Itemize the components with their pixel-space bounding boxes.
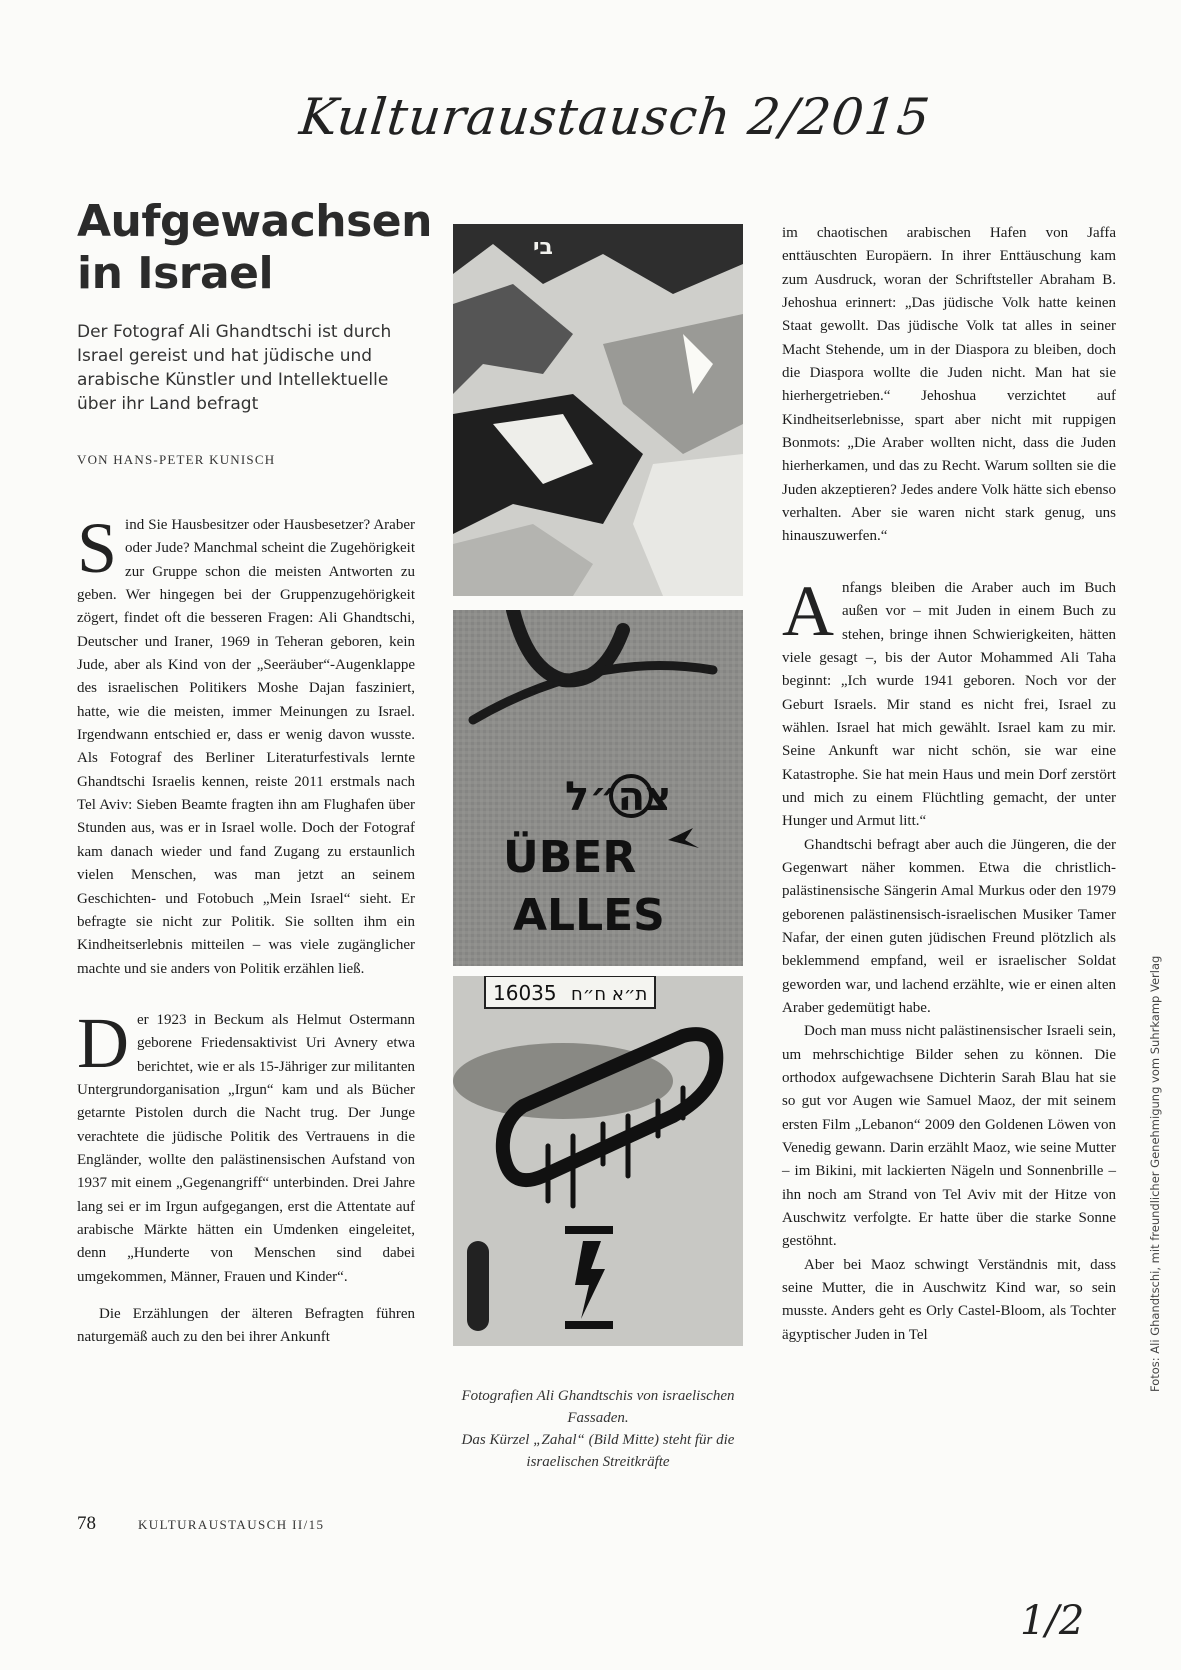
article-byline: VON HANS-PETER KUNISCH (77, 452, 276, 467)
graffiti-text-line1: ÜBER (503, 832, 637, 883)
paragraph: Ghandtschi befragt aber auch die Jüngeren, die der Gegenwart näher kommen. Etwa die christlich-palästinensische Sängerin Amal Murkus oder den 1979 geborenen palästinensisch-israelischen Musiker Tamer Nafar, der einen guten jüdischen Freund plötzlich als beklemmend empfand, weil er israelischer Soldat geworden war, und lachend erzählte, wie er einen alten Araber gedemütigt habe. (782, 836, 1116, 1016)
caption-line2: Das Kürzel „Zahal“ (Bild Mitte) steht für die israelischen Streitkräfte (461, 1432, 735, 1470)
drop-cap: S (77, 508, 118, 588)
paragraph: Aber bei Maoz schwingt Verständnis mit, dass seine Mutter, die in Auschwitz Kind war, so sein musste. Anders geht es Orly Castel-Bloom, als Tochter ägyptischer Juden in Tel (782, 1256, 1116, 1343)
photo-column (453, 224, 743, 1346)
left-text-column (77, 508, 415, 1350)
paragraph-text: er 1923 in Beckum als Helmut Ostermann geborene Friedensaktivist Uri Avnery etwa berichtet, wie er als 15-Jähriger zur militanten Untergrundorganisation „Irgun“ kam und als Bücher getarnte Pistolen durch die Nacht trug. Der Junge verachtete die jüdische Politik des Vertrauens in die Engländer, wollte den palästinensischen Aufstand von 1937 mit einem „Gegenangriff“ unterbinden. Drei Jahre lang sei er im Irgun aufgegangen, erst die Attentate auf arabische Märkte hätten ein Umdenken eingeleitet, denn „Hunderte von Menschen sind dabei umgekommen, Männer, Frauen und Kinder“. (77, 1011, 415, 1285)
paragraph: Doch man muss nicht palästinensischer Israeli sein, um mehrschichtige Bilder sehen zu können. Die orthodox aufgewachsene Dichterin Sarah Blau hat sie so gut vor Augen wie Samuel Maoz, der mit seinem ersten Film „Lebanon“ 2009 den Goldenen Löwen von Venedig gewann. Darin erzählt Maoz, wie seine Mutter – im Bikini, mit lackierten Nägeln und Sonnenbrille – ihn noch am Strand von Tel Aviv mit der Hitze von Auschwitz verfolgte. Er hatte über die starke Sonne gestöhnt. (782, 1023, 1116, 1250)
poster-sign-text: בי (533, 235, 553, 260)
graffiti-hebrew-text: צה״ל (565, 774, 672, 820)
street-sign-hebrew: ת״א ח״ח (571, 984, 648, 1005)
paragraph-text: nfangs bleiben die Araber auch im Buch außen vor – mit Juden in einem Buch zu stehen, bringe ihnen Schwierigkeiten, hätten viele gesagt –, bis der Autor Mohammed Ali Taha beginnt: „Ich wurde 1941 geboren. Noch vor der Geburt Israels. Mir stand es nicht frei, Israel zu wählen. Israel hat mich gewählt. Israel kam zu mir. Seine Ankunft war nicht schön, sie war eine Katastrophe. Sie hat mein Haus und mein Dorf zerstört und mich zu einem Flüchtling gemacht, der unter Hunger und Armut litt.“ (782, 579, 1116, 830)
graffiti-text-line2: ALLES (513, 890, 665, 941)
photo-credit: Fotos: Ali Ghandtschi, mit freundlicher Genehmigung vom Suhrkamp Verlag (1148, 955, 1162, 1392)
street-sign-number: 16035 (493, 981, 557, 1005)
paragraph (782, 570, 1116, 834)
paragraph (77, 508, 415, 981)
paragraph: Die Erzählungen der älteren Befragten führen naturgemäß auch zu den bei ihrer Ankunft (77, 1306, 415, 1346)
article-teaser: Der Fotograf Ali Ghandtschi ist durch Israel gereist und hat jüdische und arabische Künstler und Intellektuelle über ihr Land befragt (77, 322, 392, 414)
drop-cap: D (77, 1002, 129, 1083)
paragraph (77, 1002, 415, 1289)
paragraph-text: ind Sie Hausbesitzer oder Hausbesetzer? Araber oder Jude? Manchmal scheint die Zugehörigkeit zur Gruppe schon die meisten Antworten zu geben. Wer hingegen bei der Gruppenzugehörigkeit zögert, findet oft die besseren Fragen: Ali Ghandtschi, Deutscher und Iraner, 1969 in Teheran geboren, kein Jude, aber als Kind von der „Seeräuber“-Augenklappe des israelischen Politikers Moshe Dajan fasziniert, hatte, wie die meisten, immer Meinungen zu Israel. Irgendwann entschied er, dass er wenig davon wusste. Als Fotograf des Berliner Literaturfestivals lernte Ghandtschi Israelis kennen, reiste 2011 erstmals nach Tel Aviv: Sieben Beamte fragten ihn am Flughafen über Stunden aus, was er in Israel wolle. Doch der Fotograf kam danach wieder und fand Zugang zu erstaunlich vielen Menschen, was man jetzt an seinem Geschichten- und Fotobuch „Mein Israel“ sieht. Er befragte sie nicht zur Politik. Sie sollten ihm ein Kindheitserlebnis mitteilen – was viele zugänglicher machte und sie anders von Politik erzählen ließ. (77, 517, 415, 977)
caption-line1: Fotografien Ali Ghandtschis von israelischen Fassaden. (461, 1388, 735, 1426)
article-headline: Aufgewachsen in Israel (77, 196, 432, 299)
drop-cap: A (782, 570, 834, 651)
running-title: KULTURAUSTAUSCH II/15 (138, 1517, 325, 1532)
handwritten-issue-note: Kulturaustausch 2/2015 (296, 88, 934, 146)
right-text-column (782, 222, 1116, 1347)
photo-torn-posters (453, 224, 743, 596)
photo-street-sign (453, 976, 743, 1346)
photo-graffiti-wall (453, 610, 743, 966)
page-number: 78 (77, 1513, 96, 1534)
paragraph: im chaotischen arabischen Hafen von Jaffa enttäuschten Europäern. In ihrer Enttäuschung kam zum Ausdruck, woran der Schriftsteller Abraham B. Jehoshua erinnert: „Das jüdische Volk hatte keinen Staat gewollt. Das jüdische Volk tat alles in seiner Macht Stehende, um in der Diaspora zu bleiben, doch die Diaspora wollte die Juden nicht. Man hat sie hierhergetrieben.“ Jehoshua verzichtet auf Kindheitserlebnisse, spart aber nicht mit ruppigen Bonmots: „Die Araber wollten nicht, dass die Juden hierherkamen, und das zu Recht. Warum sollten sie die Juden akzeptieren? Jedes andere Volk hätte sich ebenso verhalten. Aber sie waren nicht stark genug, uns hinauszuwerfen.“ (782, 225, 1116, 545)
handwritten-page-mark: 1/2 (1020, 1598, 1085, 1644)
photo-caption (453, 1385, 743, 1473)
